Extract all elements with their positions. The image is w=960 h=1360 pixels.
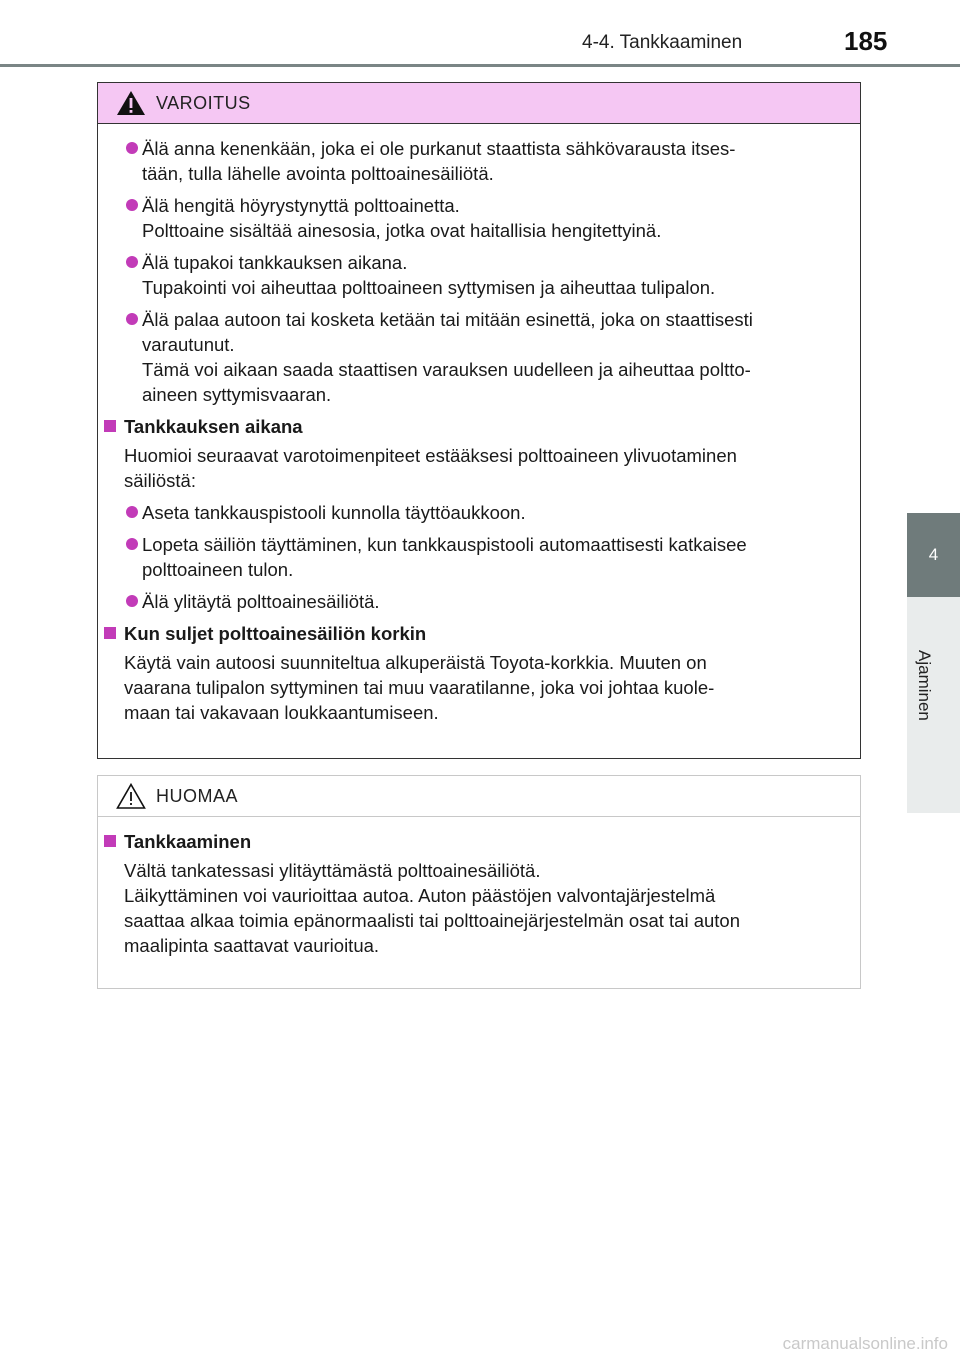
bullet-dot xyxy=(126,506,138,518)
bullet-dot xyxy=(126,313,138,325)
watermark: carmanualsonline.info xyxy=(782,1334,948,1353)
bullet-dot xyxy=(126,595,138,607)
list-item: Älä anna kenenkään, joka ei ole purkanut staattista sähkövarausta itses- tään, tulla lähelle avointa polttoainesäiliötä. xyxy=(98,136,852,186)
chapter-number: 4 xyxy=(928,545,939,564)
section-paragraph: Vältä tankatessasi ylitäyttämästä polttoainesäiliötä. Läikyttäminen voi vaurioittaa autoa. Auton päästöjen valvontajärjestelmä saattaa alkaa toimia epänormaalisti tai polttoainejärjestelmän osat tai auton maalipinta saattavat vaurioitua. xyxy=(124,860,741,956)
section-title: 4-4. Tankkaaminen xyxy=(582,32,743,53)
warning-box xyxy=(97,82,861,759)
list-item: Älä tupakoi tankkauksen aikana. Tupakointi voi aiheuttaa polttoaineen syttymisen ja aiheuttaa tulipalon. xyxy=(98,250,852,300)
list-item: Aseta tankkauspistooli kunnolla täyttöaukkoon. xyxy=(98,500,852,525)
chapter-label: Ajaminen xyxy=(915,650,934,721)
bullet-dot xyxy=(126,538,138,550)
section-marker xyxy=(104,835,116,847)
section-marker xyxy=(104,420,116,432)
list-item: Älä ylitäytä polttoainesäiliötä. xyxy=(98,589,852,614)
chapter-tab xyxy=(907,513,960,597)
section-heading: Tankkauksen aikana xyxy=(98,414,852,439)
section-heading: Kun suljet polttoainesäiliön korkin xyxy=(98,621,852,646)
caution-icon xyxy=(116,782,146,810)
warning-icon xyxy=(116,89,146,117)
bullet-dot xyxy=(126,142,138,154)
header-rule xyxy=(0,64,960,67)
warning-body xyxy=(98,124,860,725)
notice-body xyxy=(98,817,860,958)
section-paragraph: Huomioi seuraavat varotoimenpiteet estääksesi polttoaineen ylivuotaminen säiliöstä: xyxy=(124,445,737,491)
bullet-dot xyxy=(126,199,138,211)
section-marker xyxy=(104,627,116,639)
section-paragraph: Käytä vain autoosi suunniteltua alkuperäistä Toyota-korkkia. Muuten on vaarana tulipalon syttyminen tai muu vaaratilanne, joka voi johtaa kuole- maan tai vakavaan loukkaantumiseen. xyxy=(124,652,715,723)
notice-title: HUOMAA xyxy=(156,785,239,806)
notice-header xyxy=(98,776,860,817)
list-item: Älä hengitä höyrystynyttä polttoainetta. Polttoaine sisältää ainesosia, jotka ovat haitallisia hengitettyinä. xyxy=(98,193,852,243)
notice-box xyxy=(97,775,861,989)
warning-header xyxy=(98,83,860,124)
section-heading: Tankkaaminen xyxy=(98,829,852,854)
warning-title: VAROITUS xyxy=(156,92,251,113)
bullet-dot xyxy=(126,256,138,268)
page-number: 185 xyxy=(844,26,888,56)
list-item: Älä palaa autoon tai kosketa ketään tai mitään esinettä, joka on staattisesti varautunut. Tämä voi aikaan saada staattisen varauksen uudelleen ja aiheuttaa poltto- aineen syttymisvaaran. xyxy=(98,307,852,407)
list-item: Lopeta säiliön täyttäminen, kun tankkauspistooli automaattisesti katkaisee polttoaineen tulon. xyxy=(98,532,852,582)
